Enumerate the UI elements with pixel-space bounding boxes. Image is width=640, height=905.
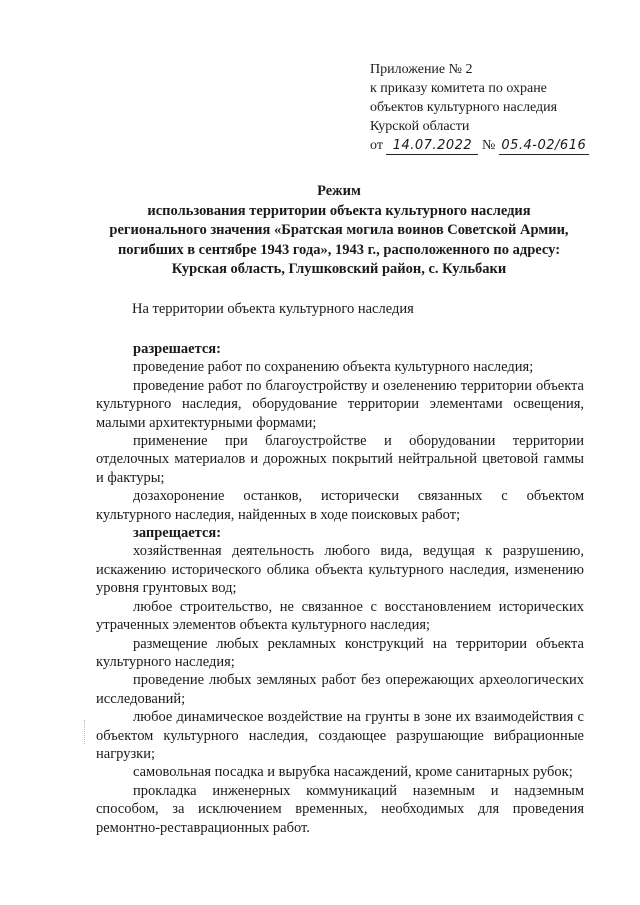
allowed-item: проведение работ по благоустройству и озеленению территории объекта культурного наследия, оборудование территории элементами освещения, малыми архитектурными формами;: [96, 377, 584, 431]
title-line-5: Курская область, Глушковский район, с. Кульбаки: [171, 261, 507, 277]
appendix-block: [370, 60, 589, 155]
allowed-item: проведение работ по сохранению объекта культурного наследия;: [133, 359, 534, 376]
allowed-header: разрешается:: [133, 341, 221, 357]
allowed-item: дозахоронение останков, исторически связанных с объектом культурного наследия, найденных в ходе поисковых работ;: [96, 488, 584, 523]
title-line-2: использования территории объекта культурного наследия: [147, 202, 531, 219]
handwritten-date: 14.07.2022: [386, 138, 478, 155]
appendix-date-line: [370, 136, 589, 155]
forbidden-item: размещение любых рекламных конструкций на территории объекта культурного наследия;: [96, 635, 584, 670]
handwritten-number: 05.4-02/616: [499, 138, 589, 155]
forbidden-item: хозяйственная деятельность любого вида, ведущая к разрушению, искажению исторического облика объекта культурного наследия, изменению уровня грунтовых вод;: [96, 543, 584, 597]
from-label: от: [370, 138, 383, 153]
appendix-committee: объектов культурного наследия: [370, 100, 558, 115]
appendix-number: Приложение № 2: [370, 62, 473, 77]
appendix-region: Курской области: [370, 119, 470, 134]
forbidden-item: любое динамическое воздействие на грунты в зоне их взаимодействия с объектом культурного наследия, создающее разрушающие вибрационные нагрузки;: [96, 709, 584, 762]
forbidden-header: запрещается:: [133, 525, 222, 542]
forbidden-item: прокладка инженерных коммуникаций наземным и надземным способом, за исключением временных, необходимых для проведения ремонтно-реставрационных работ.: [96, 782, 584, 836]
title-line-3: регионального значения «Братская могила воинов Советской Армии,: [109, 222, 569, 238]
number-label: №: [481, 138, 496, 153]
margin-scan-mark: [84, 720, 89, 744]
forbidden-item: любое строительство, не связанное с восстановлением исторических утраченных элементов объекта культурного наследия;: [96, 598, 584, 634]
appendix-order-ref: к приказу комитета по охране: [370, 81, 547, 96]
forbidden-item: проведение любых земляных работ без опережающих археологических исследований;: [96, 672, 584, 707]
allowed-item: применение при благоустройстве и оборудовании территории отделочных материалов и дорожных покрытий нейтральной цветовой гаммы и фактуры;: [96, 433, 584, 486]
forbidden-item: самовольная посадка и вырубка насаждений, кроме санитарных рубок;: [133, 764, 573, 781]
lead-paragraph: На территории объекта культурного наследия: [132, 301, 414, 317]
document-title: [96, 182, 582, 280]
title-line-1: Режим: [317, 183, 361, 199]
title-line-4: погибших в сентябре 1943 года», 1943 г., расположенного по адресу:: [117, 241, 561, 258]
document-body: [96, 340, 584, 837]
